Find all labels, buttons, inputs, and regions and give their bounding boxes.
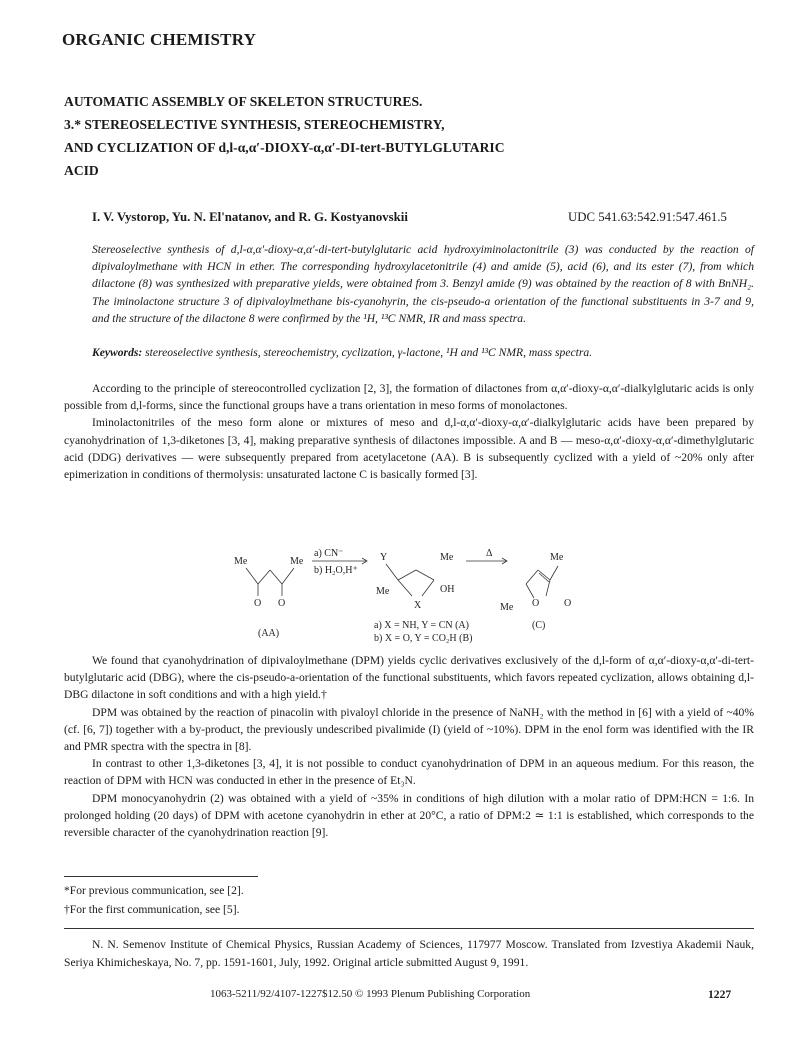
- paragraph: According to the principle of stereocontrolled cyclization [2, 3], the formation of dilactones from α,α′-dioxy-α,α′-dialkylglutaric acids is only possible from d,l-forms, since the functional groups have a trans orientation in meso forms of monolactones.: [64, 382, 754, 413]
- scheme-oh: OH: [440, 584, 455, 595]
- scheme-o: O: [532, 598, 540, 609]
- step-b: b) H₂O,H⁺: [314, 565, 358, 576]
- reaction-scheme: [234, 548, 754, 648]
- scheme-x: X: [414, 600, 422, 611]
- scheme-o: O: [564, 598, 572, 609]
- body-text-top: [64, 380, 754, 483]
- copyright-line: 1063-5211/92/4107-1227$12.50 © 1993 Plenum Publishing Corporation: [210, 988, 531, 1000]
- affiliation: N. N. Semenov Institute of Chemical Physics, Russian Academy of Sciences, 117977 Moscow. Translated from Izvestiya Akademii Nauk, Seriya Khimicheskaya, No. 7, pp. 1591-1601, July, 1992. Original article submitted August 9, 1991.: [64, 938, 754, 969]
- paragraph: Iminolactonitriles of the meso form alone or mixtures of meso and d,l-α,α′-dioxy-α,α′-dialkylglutaric acids have been prepared by cyanohydrination of 1,3-diketones [3, 4], making preparative synthesis of dilactones impossible. A and B — meso-α,α′-dioxy-α,α′-dimethylglutaric acid (DDG) derivatives — were subsequently prepared from acetylacetone (AA). B is subsequently cyclized with a yield of ~20% only after epimerization in conditions of thermolysis: unsaturated lactone C is basically formed [3].: [64, 416, 754, 482]
- cond-a: a) X = NH, Y = CN (A): [374, 620, 469, 631]
- label-c: (C): [532, 620, 546, 631]
- affiliation-rule: [64, 928, 754, 929]
- scheme-me: Me: [500, 602, 514, 613]
- section-heading: ORGANIC CHEMISTRY: [62, 30, 257, 49]
- footnote-rule: [64, 876, 258, 877]
- paragraph: In contrast to other 1,3-diketones [3, 4], it is not possible to conduct cyanohydrination of DPM in an aqueous medium. For this reason, the reaction of DPM with HCN was conducted in ether in the presence of Et₃N.: [64, 757, 754, 788]
- footnote: †For the first communication, see [5].: [64, 903, 240, 916]
- scheme-o: O: [278, 598, 286, 609]
- scheme-o: O: [254, 598, 262, 609]
- scheme-y: Y: [380, 552, 388, 563]
- scheme-me: Me: [376, 586, 390, 597]
- udc-code: UDC 541.63:542.91:547.461.5: [568, 210, 727, 224]
- label-aa: (AA): [258, 628, 280, 639]
- footnote: *For previous communication, see [2].: [64, 884, 244, 897]
- scheme-me: Me: [550, 552, 564, 563]
- authors: I. V. Vystorop, Yu. N. El'natanov, and R. G. Kostyanovskii: [92, 210, 408, 224]
- body-text-bottom: [64, 652, 754, 841]
- paragraph: We found that cyanohydrination of dipivaloylmethane (DPM) yields cyclic derivatives exclusively of the d,l-form of α,α′-dioxy-α,α′-di-tert-butylglutaric acid (DBG), where the cis-pseudo-a-orientation of the functional substituents, which favors repeated cyclization, allows obtaining d,l-DBG dilactone in soft conditions and with a high yield.†: [64, 654, 754, 702]
- title-line: 3.* STEREOSELECTIVE SYNTHESIS, STEREOCHEMISTRY,: [64, 117, 445, 132]
- page-number: 1227: [708, 988, 732, 1001]
- article-title: [64, 90, 754, 182]
- paragraph: DPM monocyanohydrin (2) was obtained with a yield of ~35% in conditions of high dilution with a molar ratio of DPM:HCN = 1:6. In prolonged holding (20 days) of DPM with acetone cyanohydrin in ether at 20°C, a ratio of DPM:2 ≃ 1:1 is established, which corresponds to the reversible character of the cyanohydrination reaction [9].: [64, 791, 754, 840]
- delta-symbol: Δ: [486, 548, 493, 559]
- cond-b: b) X = O, Y = CO₂H (B): [374, 633, 473, 644]
- title-line: ACID: [64, 163, 99, 178]
- title-line: AND CYCLIZATION OF d,l-α,α′-DIOXY-α,α′-DI-tert-BUTYLGLUTARIC: [64, 140, 505, 155]
- keywords-text: stereoselective synthesis, stereochemistry, cyclization, γ-lactone, ¹H and ¹³C NMR, mass spectra.: [145, 346, 593, 359]
- title-line: AUTOMATIC ASSEMBLY OF SKELETON STRUCTURES.: [64, 94, 423, 109]
- keywords: [92, 346, 754, 359]
- scheme-me: Me: [290, 556, 304, 567]
- paragraph: DPM was obtained by the reaction of pinacolin with pivaloyl chloride in the presence of NaNH₂ with the method in [6] with a yield of ~40% (cf. [6, 7]) together with a by-product, the previously undescribed pivalimide (I) (yield of ~10%). DPM in the enol form was identified with the IR and PMR spectra with the spectra in [8].: [64, 705, 754, 754]
- abstract: Stereoselective synthesis of d,l-α,α′-dioxy-α,α′-di-tert-butylglutaric acid hydroxyiminolactonitrile (3) was conducted by the reaction of dipivaloylmethane with HCN in ether. The corresponding hydroxylacetonitrile (4) and amide (5), acid (6), and its ester (7), from which dilactone (8) was synthesized with preparative yields, were obtained from 3. Benzyl amide (9) was obtained by the reaction of 8 with BnNH₂. The iminolactone structure 3 of dipivaloylmethane bis-cyanohyrin, the cis-pseudo-a orientation of the functional substituents in 3-7 and 9, and the structure of the dilactone 8 were confirmed by the ¹H, ¹³C NMR, IR and mass spectra.: [92, 243, 754, 325]
- scheme-me: Me: [440, 552, 454, 563]
- keywords-label: Keywords:: [92, 346, 143, 359]
- step-a: a) CN⁻: [314, 548, 344, 559]
- scheme-me: Me: [234, 556, 248, 567]
